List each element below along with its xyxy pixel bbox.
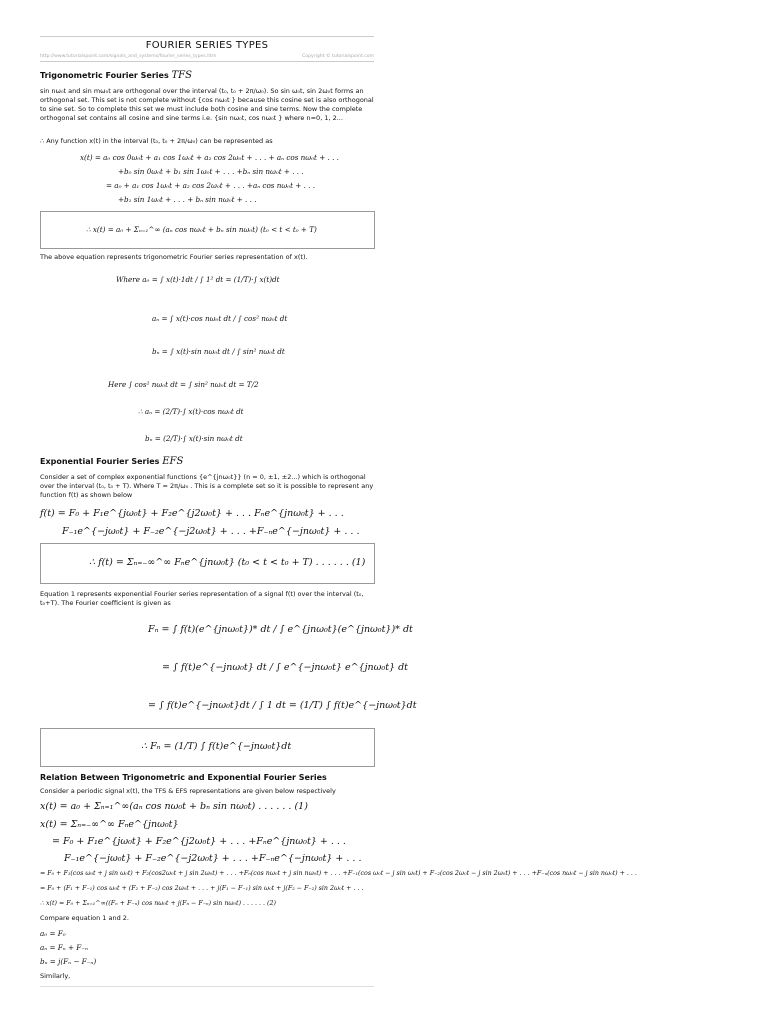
tfs-intro: sin nω₀t and sin mω₀t are orthogonal over the interval (t₀, t₀ + 2π/ω₀). So sin ω₀t, sin 2ω₀t forms an orthogonal set. This set is not complete without {cos nω₀t } because this cosine set is also orthogonal to sine set. So to complete this set we must include both cosine and sine terms. Now the complete orthogonal set contains all cosine and sine terms i.e. {sin nω₀t, cos nω₀t } where n=0, 1, 2...: [40, 87, 374, 122]
relation-c2: aₙ = Fₙ + F₋ₙ: [40, 943, 88, 952]
efs-boxed-equation: [40, 543, 375, 584]
page-header: [40, 36, 374, 62]
tfs-eq4: +b₁ sin 1ω₀t + . . . + bₙ sin nω₀t + . . .: [118, 195, 257, 204]
relation-l1: x(t) = a₀ + Σₙ₌₁^∞(aₙ cos nω₀t + bₙ sin nω₀t) . . . . . . (1): [40, 801, 308, 812]
tfs-here: Here ∫ cos² nω₀t dt = ∫ sin² nω₀t dt = T/2: [108, 380, 259, 389]
tfs-eq1: x(t) = a₀ cos 0ω₀t + a₁ cos 1ω₀t + a₂ cos 2ω₀t + . . . + aₙ cos nω₀t + . . .: [80, 153, 339, 162]
heading-tfs-math: TFS: [171, 70, 192, 81]
relation-l6: = F₀ + (F₁ + F₋₁) cos ω₀t + (F₂ + F₋₂) cos 2ω₀t + . . . + j(F₁ − F₋₁) sin ω₀t + j(F₂ − F₋₂) sin 2ω₀t + . . .: [40, 885, 364, 892]
efs-eq2: F₋₁e^{−jω₀t} + F₋₂e^{−j2ω₀t} + . . . +F₋ₙe^{−jnω₀t} + . . .: [62, 526, 360, 537]
source-url[interactable]: http://www.tutorialspoint.com/signals_and_systems/fourier_series_types.htm: [40, 54, 217, 59]
tfs-eq3: = a₀ + a₁ cos 1ω₀t + a₂ cos 2ω₀t + . . . +aₙ cos nω₀t + . . .: [106, 181, 316, 190]
heading-efs-math: EFS: [162, 456, 184, 467]
tfs-boxed-equation: [40, 211, 375, 249]
page-title: FOURIER SERIES TYPES: [145, 40, 269, 51]
efs-boxed-text: ∴ f(t) = Σₙ₌₋∞^∞ Fₙe^{jnω₀t} (t₀ < t < t₀ + T) . . . . . . (1): [89, 557, 366, 568]
relation-intro: Consider a periodic signal x(t), the TFS & EFS representations are given below respectively: [40, 787, 336, 795]
tfs-an2: ∴ aₙ = (2/T)·∫ x(t)·cos nω₀t dt: [138, 407, 244, 416]
relation-c3: bₙ = j(Fₙ − F₋ₙ): [40, 957, 97, 966]
heading-tfs-text: Trigonometric Fourier Series: [40, 71, 169, 80]
relation-c1: a₀ = F₀: [40, 929, 66, 938]
relation-l3: = F₀ + F₁e^{jω₀t} + F₂e^{j2ω₀t} + . . . +Fₙe^{jnω₀t} + . . .: [52, 836, 346, 847]
efs-fn1: Fₙ = ∫ f(t)(e^{jnω₀t})* dt / ∫ e^{jnω₀t}(e^{jnω₀t})* dt: [148, 624, 413, 635]
relation-l5: = F₀ + F₁(cos ω₀t + j sin ω₀t) + F₂(cos2ω₀t + j sin 2ω₀t) + . . . +Fₙ(cos nω₀t + j sin nω₀t) + . . . +F₋₁(cos ω₀t − j sin ω₀t) + F₋₂(cos 2ω₀t − j sin 2ω₀t) + . . . +F₋ₙ(cos nω₀t − j sin nω₀t) + . . .: [40, 870, 637, 877]
relation-similarly: Similarly,: [40, 972, 71, 980]
efs-eq1-text: Equation 1 represents exponential Fourier series representation of a signal f(t) over the interval (t₀, t₀+T). The Fourier coefficient is given as: [40, 590, 364, 607]
efs-boxed-equation-2: [40, 728, 375, 767]
copyright: Copyright © tutorialspoint.com: [302, 54, 374, 59]
tfs-a0: Where a₀ = ∫ x(t)·1dt / ∫ 1² dt = (1/T)·∫ x(t)dt: [116, 275, 280, 284]
heading-tfs: [40, 70, 192, 81]
tfs-bn: bₙ = ∫ x(t)·sin nω₀t dt / ∫ sin² nω₀t dt: [152, 347, 285, 356]
tfs-boxed-text: ∴ x(t) = a₀ + Σₙ₌₁^∞ (aₙ cos nω₀t + bₙ sin nω₀t) (t₀ < t < t₀ + T): [86, 225, 317, 234]
relation-compare: Compare equation 1 and 2.: [40, 914, 129, 922]
tfs-an: aₙ = ∫ x(t)·cos nω₀t dt / ∫ cos² nω₀t dt: [152, 314, 288, 323]
bottom-rule: [40, 986, 374, 987]
relation-l2: x(t) = Σₙ₌₋∞^∞ Fₙe^{jnω₀t}: [40, 819, 179, 830]
efs-eq1: f(t) = F₀ + F₁e^{jω₀t} + F₂e^{j2ω₀t} + . . . Fₙe^{jnω₀t} + . . .: [40, 508, 344, 519]
relation-l7: ∴ x(t) = F₀ + Σₙ₌₁^∞((Fₙ + F₋ₙ) cos nω₀t + j(Fₙ − F₋ₙ) sin nω₀t) . . . . . . (2): [40, 900, 276, 907]
tfs-represents: The above equation represents trigonometric Fourier series representation of x(t).: [40, 253, 308, 261]
page-meta: [40, 53, 374, 62]
heading-relation: Relation Between Trigonometric and Exponential Fourier Series: [40, 773, 327, 782]
heading-efs: [40, 456, 183, 467]
heading-efs-text: Exponential Fourier Series: [40, 457, 160, 466]
efs-fn3: = ∫ f(t)e^{−jnω₀t}dt / ∫ 1 dt = (1/T) ∫ f(t)e^{−jnω₀t}dt: [148, 700, 417, 711]
tfs-eq2: +b₀ sin 0ω₀t + b₁ sin 1ω₀t + . . . +bₙ sin nω₀t + . . .: [118, 167, 304, 176]
efs-fn2: = ∫ f(t)e^{−jnω₀t} dt / ∫ e^{−jnω₀t} e^{jnω₀t} dt: [162, 662, 409, 673]
efs-intro: Consider a set of complex exponential functions {e^{jnω₀t}} (n = 0, ±1, ±2...) which is orthogonal over the interval (t₀, t₀ + T). Where T = 2π/ω₀ . This is a complete set so it is possible to represent any function f(t) as shown below: [40, 473, 374, 499]
efs-boxed2-text: ∴ Fₙ = (1/T) ∫ f(t)e^{−jnω₀t}dt: [141, 741, 292, 752]
tfs-bn2: bₙ = (2/T)·∫ x(t)·sin nω₀t dt: [145, 434, 243, 443]
relation-l4: F₋₁e^{−jω₀t} + F₋₂e^{−j2ω₀t} + . . . +F₋ₙe^{−jnω₀t} + . . .: [64, 853, 362, 864]
tfs-any-function: ∴ Any function x(t) in the interval (t₀, t₀ + 2π/ω₀) can be represented as: [40, 137, 273, 145]
